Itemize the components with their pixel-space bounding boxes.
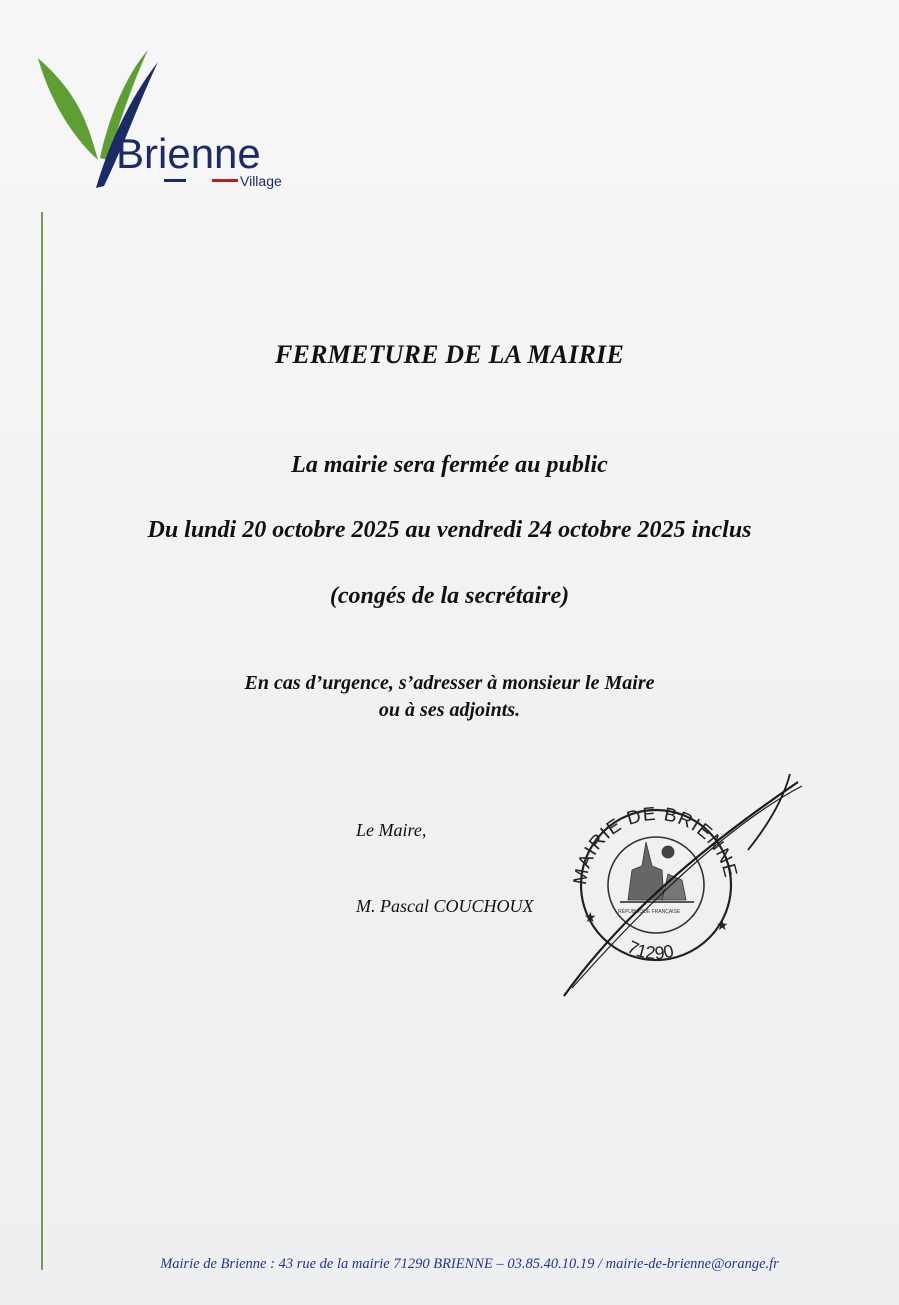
closure-statement: La mairie sera fermée au public [291, 452, 608, 478]
closure-reason: (congés de la secrétaire) [329, 583, 570, 609]
urgency-line-1: En cas d’urgence, s’adresser à monsieur le Maire [244, 672, 655, 694]
stamp-top-text: MAIRIE DE BRIENNE [569, 803, 741, 887]
urgency-notice [0, 670, 899, 724]
logo-red-dash [212, 179, 238, 182]
footer-contact: Mairie de Brienne : 43 rue de la mairie 71290 BRIENNE – 03.85.40.10.19 / mairie-de-brienne@orange.fr [160, 1256, 779, 1272]
closure-dates: Du lundi 20 octobre 2025 au vendredi 24 octobre 2025 inclus [147, 517, 752, 543]
stamp-star-left-icon: ★ [584, 911, 597, 926]
stamp-inner-text: RÉPUBLIQUE FRANÇAISE [618, 909, 681, 915]
signature-name: M. Pascal COUCHOUX [356, 896, 534, 916]
logo-name: Brienne [116, 130, 261, 177]
margin-line [41, 212, 43, 1270]
logo-subtitle: Village [240, 173, 282, 189]
brienne-village-logo [30, 40, 310, 200]
logo-green-leaf-left [38, 58, 98, 160]
stamp-bottom-text: 71290 [624, 936, 676, 964]
urgency-line-2: ou à ses adjoints. [378, 699, 521, 721]
mairie-stamp [558, 770, 808, 1000]
notice-title: FERMETURE DE LA MAIRIE [274, 340, 624, 369]
stamp-star-right-icon: ★ [716, 919, 729, 934]
signature-role: Le Maire, [356, 820, 427, 840]
logo-blue-dash [164, 179, 186, 182]
